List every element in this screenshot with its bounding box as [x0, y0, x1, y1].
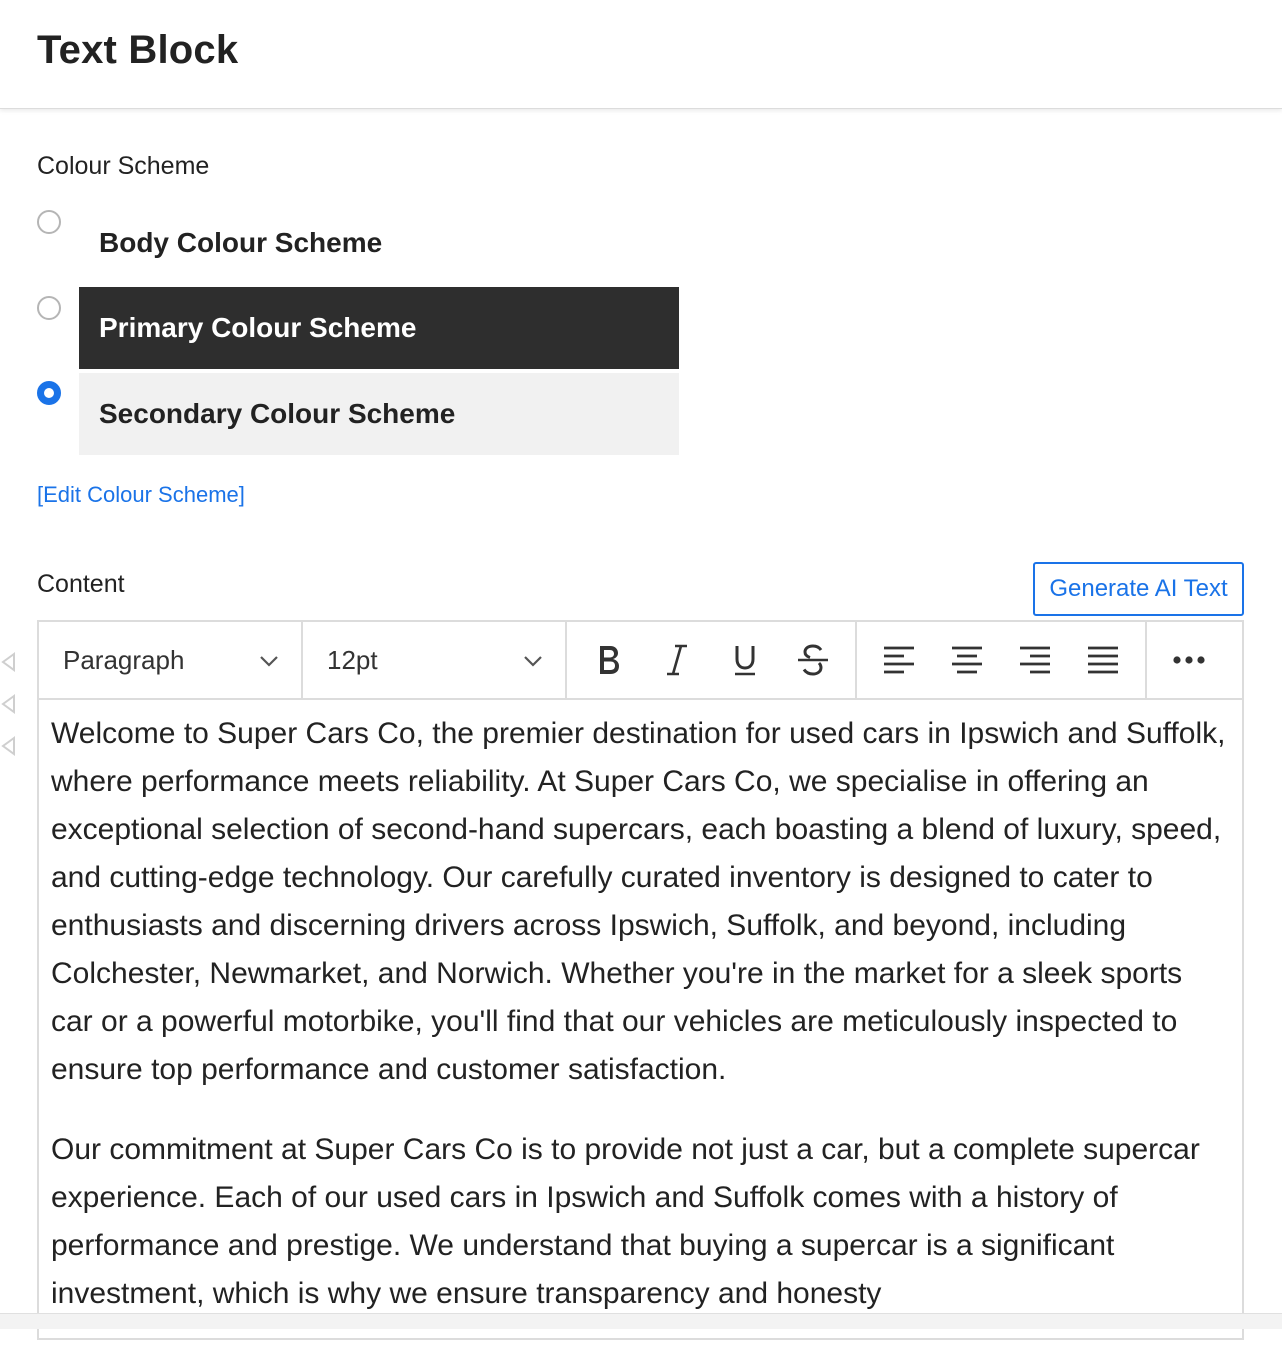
- italic-icon: [662, 643, 692, 677]
- strikethrough-icon: [796, 643, 830, 677]
- collapse-arrow-icon[interactable]: [0, 736, 16, 756]
- editor-toolbar: [39, 622, 1242, 700]
- more-options-button[interactable]: [1161, 632, 1217, 688]
- align-justify-icon: [1086, 645, 1120, 675]
- align-justify-button[interactable]: [1075, 632, 1131, 688]
- radio-body-colour-scheme[interactable]: [37, 210, 61, 234]
- underline-icon: [730, 643, 760, 677]
- bold-button[interactable]: [581, 632, 637, 688]
- page-title: Text Block: [37, 28, 239, 72]
- font-size-select[interactable]: [327, 622, 567, 698]
- option-body-colour-scheme[interactable]: [79, 202, 679, 284]
- toolbar-divider: [1145, 622, 1147, 698]
- bottom-scroll-strip: [0, 1313, 1282, 1329]
- collapse-arrow-icon[interactable]: [0, 652, 16, 672]
- align-center-icon: [950, 645, 984, 675]
- option-primary-colour-scheme[interactable]: [79, 287, 679, 369]
- rich-text-editor: [37, 620, 1244, 1340]
- edit-colour-scheme-link[interactable]: [Edit Colour Scheme]: [37, 482, 245, 507]
- toolbar-divider: [301, 622, 303, 698]
- chevron-down-icon: [258, 650, 280, 672]
- align-right-button[interactable]: [1007, 632, 1063, 688]
- option-secondary-colour-scheme[interactable]: [79, 373, 679, 455]
- content-paragraph: Our commitment at Super Cars Co is to provide not just a car, but a complete supercar experience. Each of our used cars in Ipswich and Suffolk comes with a history of performance and prestige. We understand that buying a supercar is a significant investment, which is why we ensure transparency and honesty: [51, 1133, 1200, 1310]
- collapse-arrow-icon[interactable]: [0, 694, 16, 714]
- option-label: Primary Colour Scheme: [99, 312, 417, 343]
- align-left-icon: [882, 645, 916, 675]
- align-center-button[interactable]: [939, 632, 995, 688]
- radio-secondary-colour-scheme[interactable]: [37, 381, 61, 405]
- underline-button[interactable]: [717, 632, 773, 688]
- chevron-down-icon: [522, 650, 544, 672]
- toolbar-divider: [565, 622, 567, 698]
- content-paragraph: Welcome to Super Cars Co, the premier destination for used cars in Ipswich and Suffolk, where performance meets reliability. At Super Cars Co, we specialise in offering an exceptional selection of second-hand supercars, each boasting a blend of luxury, speed, and cutting-edge technology. Our carefully curated inventory is designed to cater to enthusiasts and discerning drivers across Ipswich, Suffolk, and beyond, including Colchester, Newmarket, and Norwich. Whether you're in the market for a sleek sports car or a powerful motorbike, you'll find that our vehicles are meticulously inspected to ensure top performance and customer satisfaction.: [51, 717, 1226, 1086]
- more-icon: [1171, 654, 1207, 666]
- align-right-icon: [1018, 645, 1052, 675]
- generate-ai-text-button[interactable]: Generate AI Text: [1033, 562, 1244, 616]
- page-header: [0, 0, 1282, 109]
- strikethrough-button[interactable]: [785, 632, 841, 688]
- align-left-button[interactable]: [871, 632, 927, 688]
- toolbar-divider: [855, 622, 857, 698]
- editor-content-area[interactable]: [51, 710, 1231, 1350]
- font-size-value: 12pt: [327, 644, 378, 675]
- option-label: Body Colour Scheme: [99, 227, 383, 258]
- radio-primary-colour-scheme[interactable]: [37, 296, 61, 320]
- block-format-value: Paragraph: [63, 644, 185, 675]
- content-label: Content: [37, 570, 125, 598]
- italic-button[interactable]: [649, 632, 705, 688]
- block-format-select[interactable]: [63, 622, 303, 698]
- option-label: Secondary Colour Scheme: [99, 398, 456, 429]
- bold-icon: [594, 643, 624, 677]
- colour-scheme-label: Colour Scheme: [37, 152, 210, 180]
